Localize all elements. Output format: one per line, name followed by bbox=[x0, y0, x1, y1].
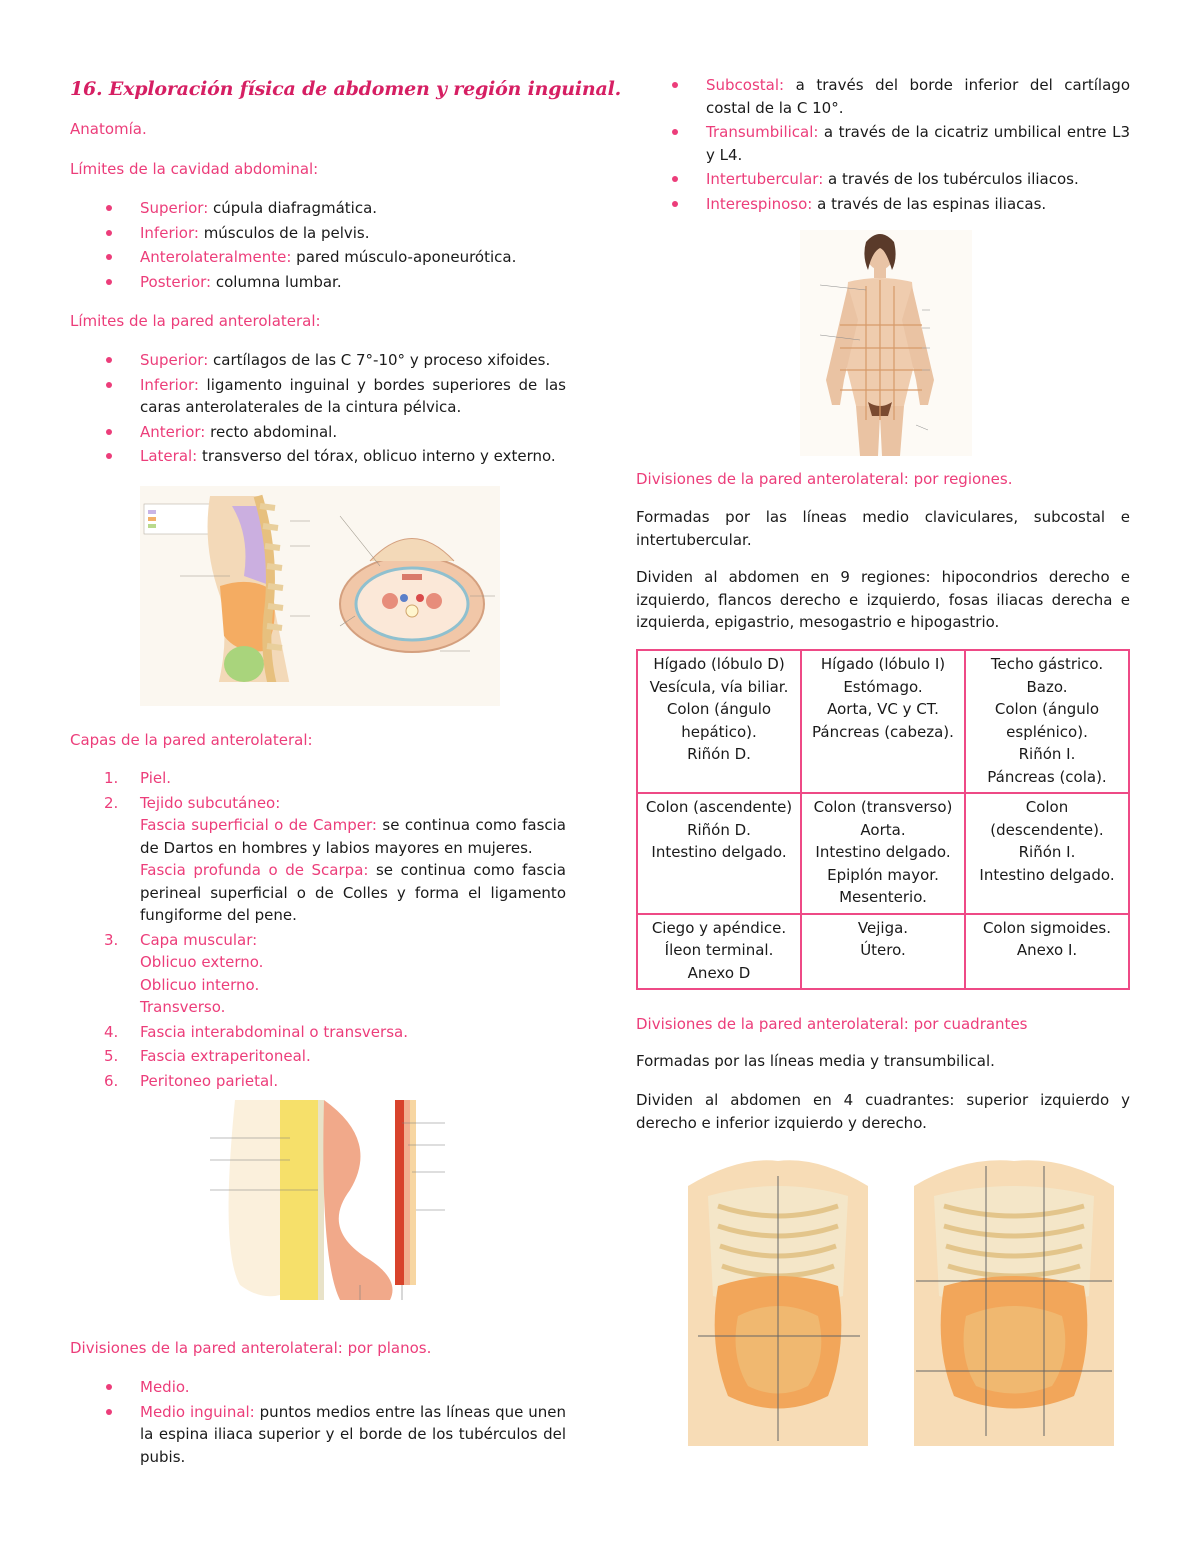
planes-list bbox=[70, 1376, 566, 1470]
cavity-limits-list bbox=[70, 197, 566, 295]
page-title: 16. Exploración física de abdomen y región inguinal. bbox=[70, 78, 622, 100]
list-item: 4. Fascia interabdominal o transversa. bbox=[104, 1022, 408, 1041]
table-row bbox=[637, 793, 1129, 914]
wall-limits-list bbox=[70, 349, 566, 470]
list-item: Transumbilical: a través de la cicatriz umbilical entre L3 y L4. bbox=[636, 121, 1130, 166]
list-item: Superior: cúpula diafragmática. bbox=[70, 197, 566, 220]
quadrants-paragraph-1: Formadas por las líneas media y transumbilical. bbox=[636, 1052, 995, 1070]
table-cell: Colon (descendente). Riñón I. Intestino delgado. bbox=[965, 793, 1129, 914]
list-item: Interespinoso: a través de las espinas iliacas. bbox=[636, 193, 1130, 216]
list-item: Medio inguinal: puntos medios entre las líneas que unen la espina iliaca superior y el borde de los tubérculos del pubis. bbox=[70, 1401, 566, 1469]
layers-heading: Capas de la pared anterolateral: bbox=[70, 731, 313, 749]
table-cell: Colon (ascendente) Riñón D. Intestino delgado. bbox=[637, 793, 801, 914]
table-cell: Vejiga. Útero. bbox=[801, 914, 965, 990]
list-item: Inferior: ligamento inguinal y bordes superiores de las caras anterolaterales de la cintura pélvica. bbox=[70, 374, 566, 419]
layers-list bbox=[70, 767, 566, 1094]
table-row bbox=[637, 650, 1129, 793]
planes-heading: Divisiones de la pared anterolateral: por planos. bbox=[70, 1339, 432, 1357]
table-cell: Techo gástrico. Bazo. Colon (ángulo esplénico). Riñón I. Páncreas (cola). bbox=[965, 650, 1129, 793]
table-cell: Ciego y apéndice. Íleon terminal. Anexo D bbox=[637, 914, 801, 990]
list-item: Anterolateralmente: pared músculo-aponeurótica. bbox=[70, 246, 566, 269]
cavity-limits-heading: Límites de la cavidad abdominal: bbox=[70, 160, 319, 178]
list-item: 6. Peritoneo parietal. bbox=[104, 1071, 279, 1090]
table-cell: Hígado (lóbulo I) Estómago. Aorta, VC y CT. Páncreas (cabeza). bbox=[801, 650, 965, 793]
list-item: Medio. bbox=[70, 1376, 566, 1399]
list-item: 2. Tejido subcutáneo: Fascia superficial o de Camper: se continua como fascia de Dartos en hombres y labios mayores en mujeres. Fascia profunda o de Scarpa: se continua como fascia perineal superficial o de Colles y forma el ligamento fungiforme del pene. bbox=[104, 793, 566, 924]
list-item: 1. Piel. bbox=[104, 769, 172, 787]
list-item: Posterior: columna lumbar. bbox=[70, 271, 566, 294]
regions-paragraph-2: Dividen al abdomen en 9 regiones: hipocondrios derecho e izquierdo, flancos derecho e izquierdo, fosas iliacas derecha e izquierda, epigastrio, mesogastrio e hipogastrio. bbox=[636, 568, 1130, 631]
list-item: Intertubercular: a través de los tubérculos iliacos. bbox=[636, 168, 1130, 191]
table-cell: Colon sigmoides. Anexo I. bbox=[965, 914, 1129, 990]
list-item: Subcostal: a través del borde inferior del cartílago costal de la C 10°. bbox=[636, 74, 1130, 119]
list-item: 3. Capa muscular: Oblicuo externo. Oblicuo interno. Transverso. bbox=[104, 930, 264, 1016]
anatomy-heading: Anatomía. bbox=[70, 120, 147, 138]
wall-limits-heading: Límites de la pared anterolateral: bbox=[70, 312, 321, 330]
list-item: Inferior: músculos de la pelvis. bbox=[70, 222, 566, 245]
planes-list-continued bbox=[636, 74, 1130, 217]
table-row bbox=[637, 914, 1129, 990]
list-item: 5. Fascia extraperitoneal. bbox=[104, 1047, 311, 1065]
abdominal-cavity-figure bbox=[140, 486, 500, 706]
regions-paragraph-1: Formadas por las líneas medio claviculares, subcostal e intertubercular. bbox=[636, 508, 1130, 549]
quadrants-heading: Divisiones de la pared anterolateral: por cuadrantes bbox=[636, 1015, 1028, 1033]
regions-heading: Divisiones de la pared anterolateral: por regiones. bbox=[636, 470, 1013, 488]
table-cell: Colon (transverso) Aorta. Intestino delgado. Epiplón mayor. Mesenterio. bbox=[801, 793, 965, 914]
quadrants-paragraph-2: Dividen al abdomen en 4 cuadrantes: superior izquierdo y derecho e inferior izquierdo y derecho. bbox=[636, 1091, 1130, 1132]
list-item: Anterior: recto abdominal. bbox=[70, 421, 566, 444]
list-item: Superior: cartílagos de las C 7°-10° y proceso xifoides. bbox=[70, 349, 566, 372]
table-cell: Hígado (lóbulo D) Vesícula, vía biliar. Colon (ángulo hepático). Riñón D. bbox=[637, 650, 801, 793]
wall-layers-figure bbox=[140, 1100, 502, 1320]
list-item: Lateral: transverso del tórax, oblicuo interno y externo. bbox=[70, 445, 566, 468]
body-planes-figure bbox=[800, 230, 972, 456]
torso-divisions-figure bbox=[678, 1146, 1134, 1476]
regions-table bbox=[636, 649, 1130, 990]
